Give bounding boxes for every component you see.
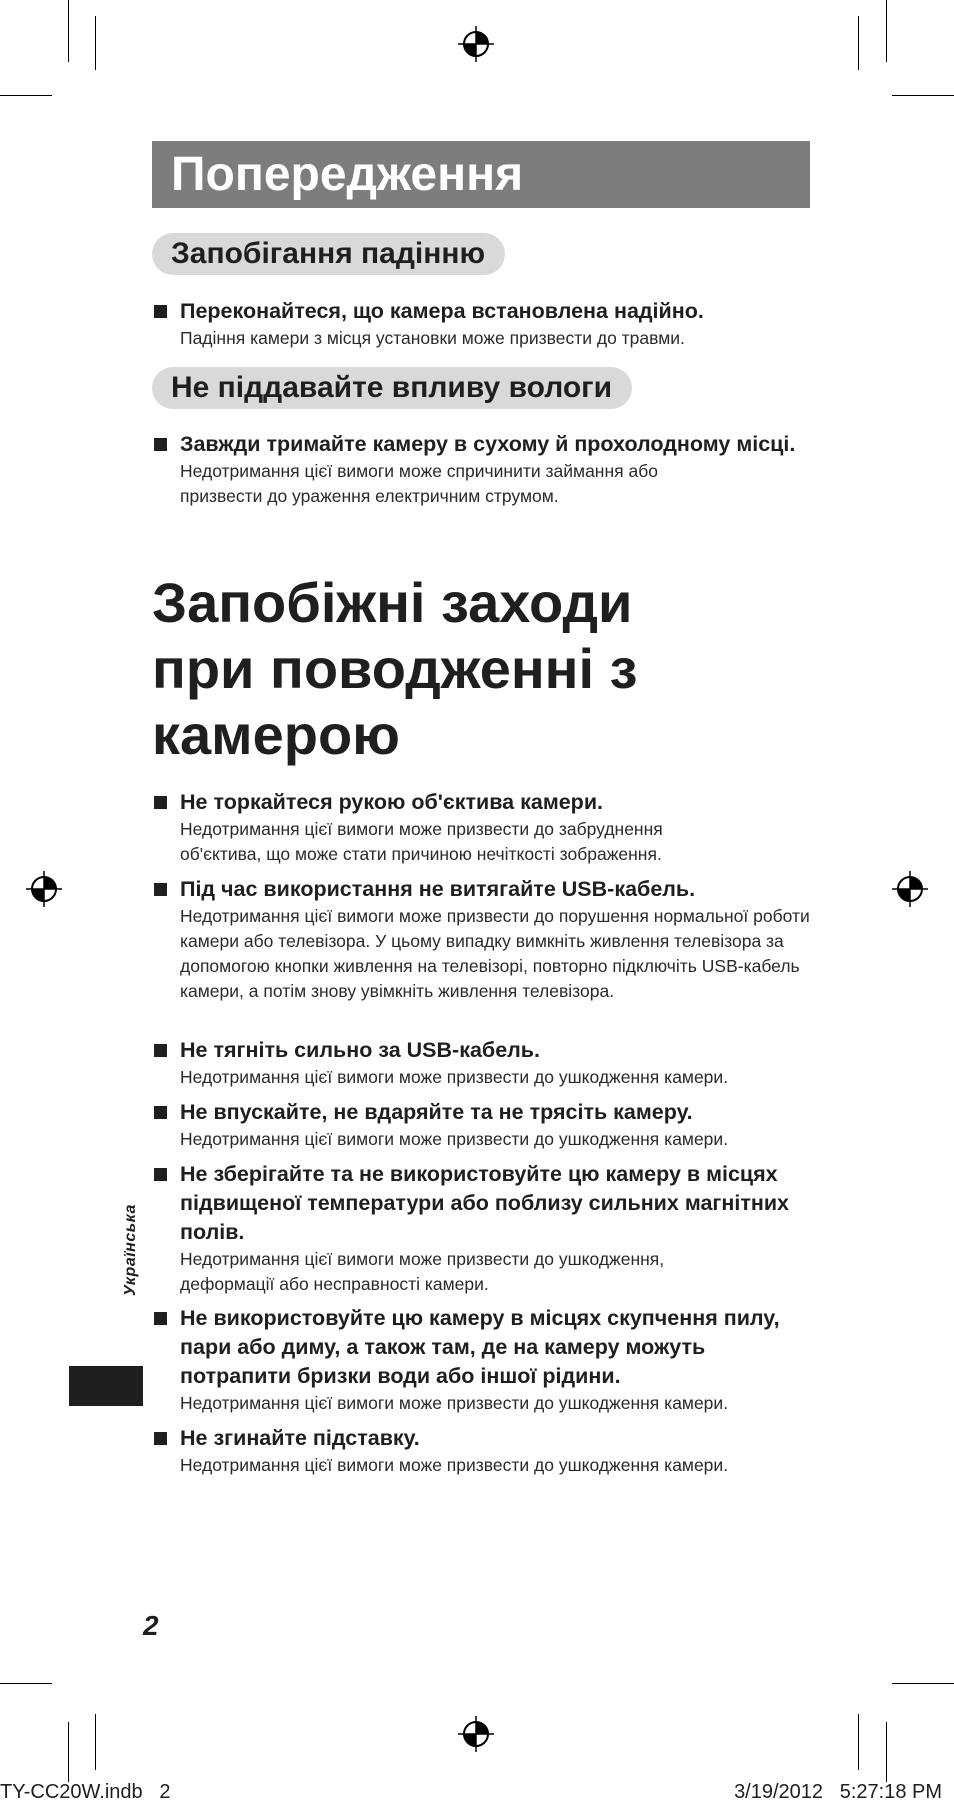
list-item — [152, 1098, 822, 1152]
section-title-fall-prevention: Запобігання падінню — [152, 233, 505, 275]
item-heading: Не використовуйте цю камеру в місцях скупчення пилу, пари або диму, а також там, де на камеру можуть потрапити бризки води або іншої рідини. — [180, 1306, 780, 1388]
bullet-square-icon — [154, 1106, 167, 1119]
bullet-square-icon — [154, 1432, 167, 1445]
handling-precautions-title: Запобіжні заходи при поводженні з камерою — [152, 571, 638, 766]
list-item — [152, 875, 822, 1004]
bullet-square-icon — [154, 883, 167, 896]
bullet-square-icon — [154, 1312, 167, 1325]
crop-mark — [95, 1714, 96, 1770]
section-title-moisture: Не піддавайте впливу вологи — [152, 367, 632, 409]
bullet-square-icon — [154, 1044, 167, 1057]
item-body: Недотримання цієї вимоги може призвести до ушкодження камери. — [180, 1129, 729, 1149]
registration-mark-icon — [457, 25, 495, 63]
warning-banner-title: Попередження — [152, 141, 810, 208]
crop-mark — [0, 1683, 52, 1684]
item-heading: Під час використання не витягайте USB-кабель. — [180, 877, 696, 901]
crop-mark — [858, 1714, 859, 1770]
item-body: Недотримання цієї вимоги може призвести до ушкодження камери. — [180, 1393, 729, 1413]
bullet-square-icon — [154, 305, 167, 318]
item-body: Недотримання цієї вимоги може призвести до ушкодження камери. — [180, 1067, 729, 1087]
item-heading: Не зберігайте та не використовуйте цю камеру в місцях підвищеної температури або поблизу сильних магнітних полів. — [180, 1162, 790, 1244]
list-item — [152, 788, 822, 867]
item-body: Падіння камери з місця установки може призвести до травми. — [180, 328, 685, 348]
item-body: Недотримання цієї вимоги може призвести до ушкодження камери. — [180, 1455, 729, 1475]
list-item — [152, 1036, 822, 1090]
item-body: Недотримання цієї вимоги може спричинити займання або призвести до ураження електричним струмом. — [180, 461, 658, 506]
list-item — [152, 430, 802, 509]
crop-mark — [892, 95, 954, 96]
language-side-label: Українська — [122, 1204, 139, 1296]
item-heading: Не тягніть сильно за USB-кабель. — [180, 1038, 540, 1062]
registration-mark-icon — [891, 870, 929, 908]
item-heading: Не торкайтеся рукою об'єктива камери. — [180, 790, 604, 814]
crop-mark — [892, 1683, 954, 1684]
registration-mark-icon — [25, 870, 63, 908]
bullet-square-icon — [154, 1168, 167, 1181]
footer-timestamp: 3/19/2012 5:27:18 PM — [734, 1781, 942, 1803]
crop-mark — [886, 0, 887, 62]
crop-mark — [858, 16, 859, 70]
item-heading: Не згинайте підставку. — [180, 1426, 420, 1450]
item-heading: Переконайтеся, що камера встановлена надійно. — [180, 299, 704, 323]
registration-mark-icon — [457, 1715, 495, 1753]
list-item — [152, 1424, 822, 1478]
item-body: Недотримання цієї вимоги може призвести до забруднення об'єктива, що може стати причиною нечіткості зображення. — [180, 819, 663, 864]
crop-mark — [886, 1722, 887, 1782]
bullet-square-icon — [154, 438, 167, 451]
crop-mark — [68, 0, 69, 62]
crop-mark — [68, 1722, 69, 1782]
footer-file-info: TY-CC20W.indb 2 — [0, 1781, 171, 1803]
list-item — [152, 1160, 822, 1297]
bullet-square-icon — [154, 796, 167, 809]
crop-mark — [95, 16, 96, 70]
item-body: Недотримання цієї вимоги може призвести до порушення нормальної роботи камери або телевізора. У цьому випадку вимкніть живлення телевізора за допомогою кнопки живлення на телевізорі, повторно підключіть USB-кабель камери, а потім знову увімкніть живлення телевізора. — [180, 906, 810, 1001]
item-heading: Не впускайте, не вдаряйте та не трясіть камеру. — [180, 1100, 693, 1124]
language-tab-marker — [69, 1366, 143, 1406]
list-item — [152, 1304, 822, 1416]
item-heading: Завжди тримайте камеру в сухому й прохолодному місці. — [180, 432, 796, 456]
item-body: Недотримання цієї вимоги може призвести до ушкодження, деформації або несправності камери. — [180, 1249, 665, 1294]
list-item — [152, 297, 822, 351]
page-number: 2 — [143, 1610, 159, 1641]
crop-mark — [0, 95, 52, 96]
